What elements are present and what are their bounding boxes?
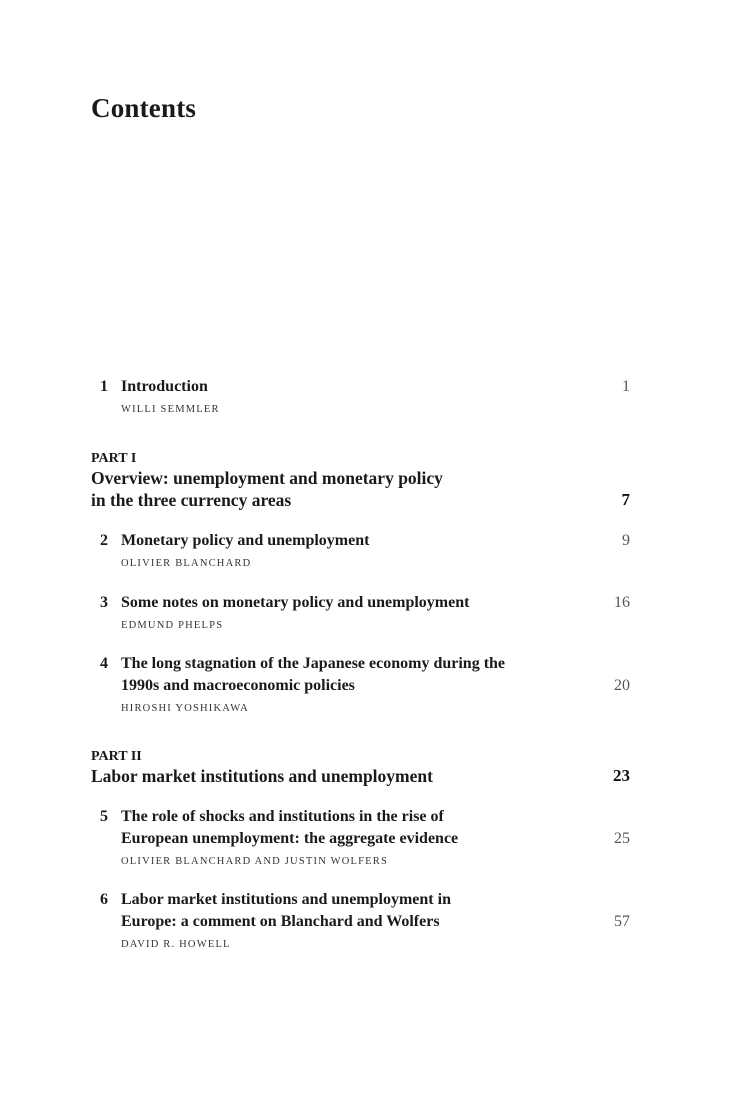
chapter-number: 3 [100,594,108,611]
page-number: 1 [622,378,630,395]
page-title: Contents [91,93,197,123]
chapter-author: EDMUND PHELPS [121,620,224,631]
part-label: PART I [91,451,137,466]
chapter-number: 2 [100,532,108,549]
chapter-author: WILLI SEMMLER [121,404,220,415]
page-number: 25 [614,830,630,847]
chapter-number: 6 [100,891,108,908]
page-number: 20 [614,677,630,694]
chapter-author: DAVID R. HOWELL [121,939,231,950]
chapter-number: 1 [100,378,108,395]
page-number: 9 [622,532,630,549]
chapter-title-line-1: The long stagnation of the Japanese economy during the [121,655,506,672]
part-title-line-1: Labor market institutions and unemployment [91,766,433,786]
chapter-title-line-2: Europe: a comment on Blanchard and Wolfers [121,913,440,930]
chapter-title: Some notes on monetary policy and unemployment [121,594,470,611]
chapter-title-line-1: Labor market institutions and unemployment in [121,891,451,908]
page-number: 7 [621,490,630,509]
chapter-title: Introduction [121,378,208,395]
chapter-number: 4 [100,655,108,672]
chapter-title-line-1: The role of shocks and institutions in the rise of [121,808,444,825]
chapter-title: Monetary policy and unemployment [121,532,370,549]
part-label: PART II [91,749,142,764]
chapter-title-line-2: 1990s and macroeconomic policies [121,677,355,694]
page-number: 23 [613,766,630,785]
chapter-title-line-2: European unemployment: the aggregate evidence [121,830,459,847]
chapter-author: OLIVIER BLANCHARD [121,558,252,569]
chapter-author: HIROSHI YOSHIKAWA [121,703,249,714]
page-number: 57 [614,913,630,930]
chapter-author: OLIVIER BLANCHARD AND JUSTIN WOLFERS [121,856,389,867]
page-number: 16 [614,594,630,611]
part-title-line-2: in the three currency areas [91,490,292,510]
part-title-line-1: Overview: unemployment and monetary policy [91,468,443,488]
chapter-number: 5 [100,808,108,825]
